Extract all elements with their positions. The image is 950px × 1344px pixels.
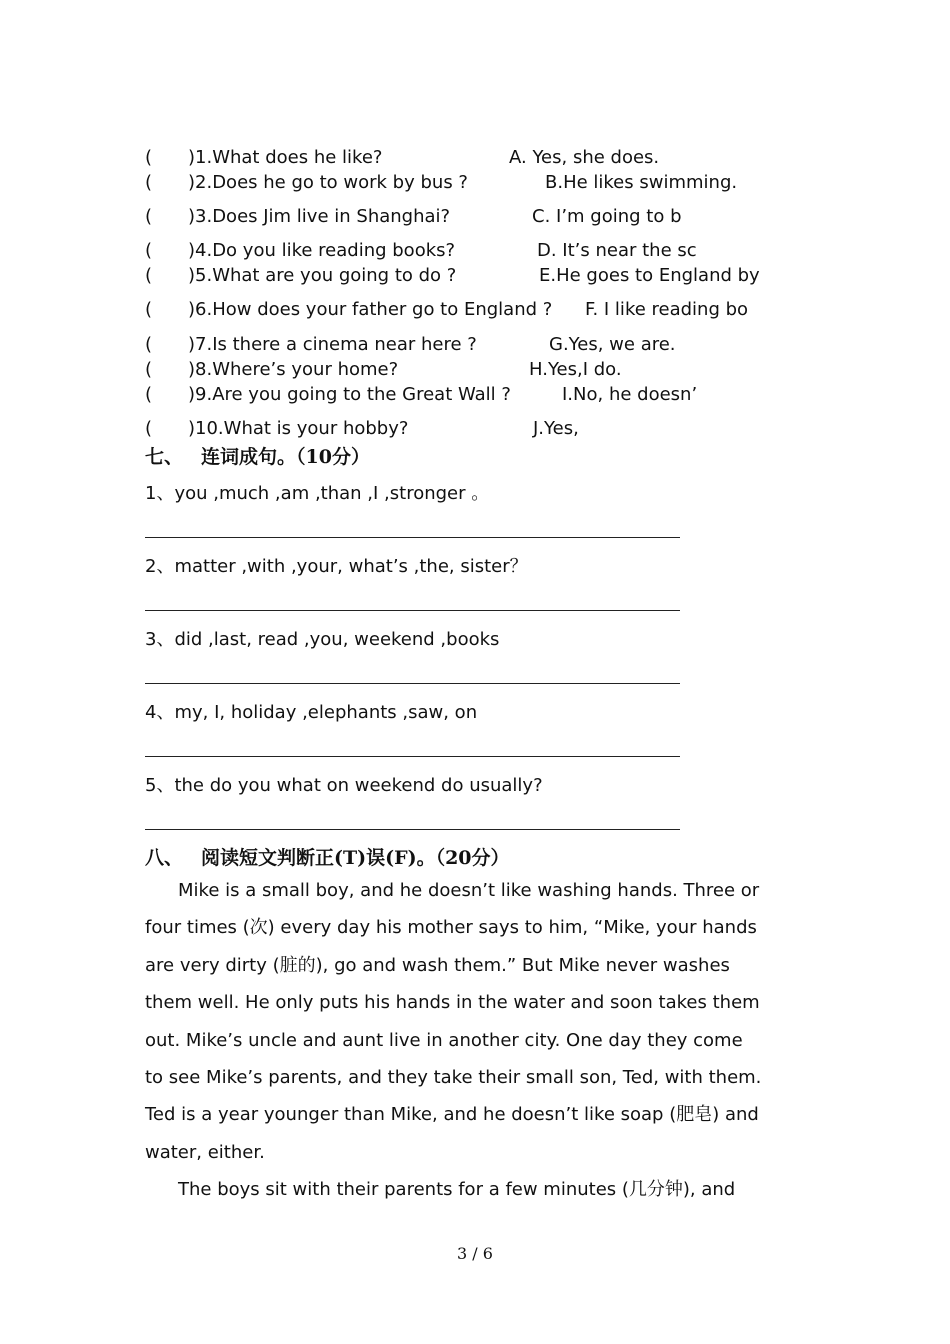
passage-line: Ted is a year younger than Mike, and he doesn’t like soap (肥皂) and	[145, 1104, 759, 1126]
question-text: )1.What does he like?	[188, 147, 383, 168]
passage-line: Mike is a small boy, and he doesn’t like washing hands. Three or	[178, 880, 760, 901]
answer-blank[interactable]	[145, 756, 680, 757]
question-text: )3.Does Jim live in Shanghai?	[188, 206, 451, 227]
section-7-number: 七、	[145, 446, 184, 468]
answer-paren: (	[145, 147, 153, 168]
answer-option: A. Yes, she does.	[509, 147, 660, 168]
question-text: )9.Are you going to the Great Wall ?	[188, 384, 511, 405]
question-text: )5.What are you going to do ?	[188, 265, 457, 286]
answer-paren: (	[145, 299, 153, 320]
answer-paren: (	[145, 359, 153, 380]
sentence-prompt: 2、matter ,with ,your, what’s ,the, sister？	[145, 556, 528, 577]
passage-line: are very dirty (脏的), go and wash them.” But Mike never washes	[145, 954, 730, 976]
answer-option: J.Yes,	[533, 418, 579, 439]
reading-passage	[145, 872, 810, 1209]
answer-blank[interactable]	[145, 610, 680, 611]
passage-line: to see Mike’s parents, and they take their small son, Ted, with them.	[145, 1066, 762, 1088]
sentence-prompt: 1、you ,much ,am ,than ,I ,stronger 。	[145, 483, 490, 504]
passage-line: out. Mike’s uncle and aunt live in another city. One day they come	[145, 1029, 743, 1051]
answer-option: F. I like reading bo	[585, 299, 749, 320]
question-text: )10.What is your hobby?	[188, 418, 409, 439]
question-text: )2.Does he go to work by bus ?	[188, 172, 468, 193]
answer-paren: (	[145, 418, 153, 439]
section-7-heading	[145, 442, 370, 469]
section-8-number: 八、	[145, 847, 184, 869]
section-7-title: 连词成句。（10分）	[201, 446, 370, 468]
answer-option: B.He likes swimming.	[545, 172, 738, 193]
answer-paren: (	[145, 265, 153, 286]
answer-option: I.No, he doesn’	[562, 384, 698, 405]
answer-blank[interactable]	[145, 537, 680, 538]
question-text: )4.Do you like reading books?	[188, 240, 456, 261]
section-8-heading	[145, 843, 510, 870]
answer-option: D. It’s near the sc	[537, 240, 697, 261]
answer-paren: (	[145, 240, 153, 261]
sentence-prompt: 5、the do you what on weekend do usually?	[145, 775, 543, 796]
sentence-prompt: 3、did ,last, read ,you, weekend ,books	[145, 629, 500, 650]
question-text: )6.How does your father go to England ?	[188, 299, 553, 320]
answer-option: G.Yes, we are.	[549, 334, 676, 355]
answer-option: E.He goes to England by	[539, 265, 760, 286]
answer-option: H.Yes,I do.	[529, 359, 622, 380]
sentence-prompt: 4、my, I, holiday ,elephants ,saw, on	[145, 702, 478, 723]
answer-blank[interactable]	[145, 829, 680, 830]
answer-blank[interactable]	[145, 683, 680, 684]
answer-paren: (	[145, 172, 153, 193]
question-text: )7.Is there a cinema near here ?	[188, 334, 477, 355]
answer-paren: (	[145, 334, 153, 355]
question-text: )8.Where’s your home?	[188, 359, 399, 380]
section-8-title: 阅读短文判断正(T)误(F)。（20分）	[201, 847, 510, 869]
passage-line: The boys sit with their parents for a few minutes (几分钟), and	[178, 1179, 736, 1201]
passage-line: them well. He only puts his hands in the water and soon takes them	[145, 992, 760, 1014]
passage-line: water, either.	[145, 1141, 265, 1163]
answer-paren: (	[145, 206, 153, 227]
answer-paren: (	[145, 384, 153, 405]
passage-line: four times (次) every day his mother says to him, “Mike, your hands	[145, 917, 757, 939]
answer-option: C. I’m going to b	[532, 206, 682, 227]
page-number: 3 / 6	[457, 1244, 493, 1263]
